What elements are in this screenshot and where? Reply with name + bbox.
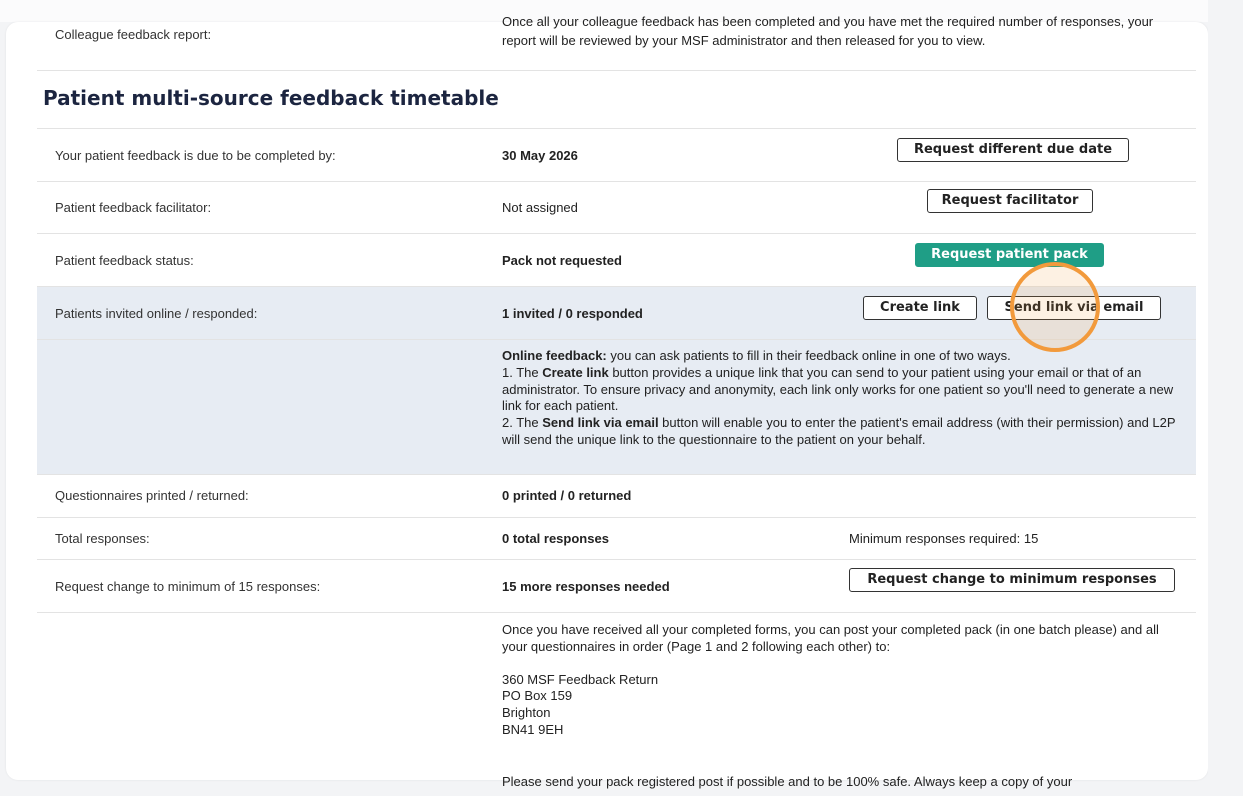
request-different-due-date-button[interactable]: Request different due date (897, 138, 1129, 162)
facilitator-row (37, 181, 1196, 234)
change-minimum-label: Request change to minimum of 15 responses: (55, 579, 321, 594)
online-help-row (37, 340, 1196, 475)
facilitator-value: Not assigned (502, 200, 578, 215)
total-value: 0 total responses (502, 531, 609, 546)
total-row (37, 518, 1196, 560)
post-address-line-1: 360 MSF Feedback Return (502, 671, 659, 687)
invited-value: 1 invited / 0 responded (502, 306, 643, 321)
printed-row (37, 475, 1196, 518)
request-facilitator-button[interactable]: Request facilitator (927, 189, 1093, 213)
section-title: Patient multi-source feedback timetable (43, 86, 499, 110)
printed-value: 0 printed / 0 returned (502, 488, 632, 503)
post-info-text: Once you have received all your completed forms, you can post your completed pack (in one batch please) and all your questionnaires in order (Page 1 and 2 following each other) to: (502, 622, 1159, 654)
post-info (502, 622, 1187, 739)
right-gutter (1208, 0, 1243, 796)
send-link-via-email-button[interactable]: Send link via email (987, 296, 1161, 320)
online-help-text (502, 348, 1187, 449)
invited-label: Patients invited online / responded: (55, 306, 258, 321)
invited-row (37, 287, 1196, 340)
total-label: Total responses: (55, 531, 150, 546)
due-date-label: Your patient feedback is due to be completed by: (55, 148, 336, 163)
due-date-row (37, 128, 1196, 182)
request-patient-pack-button[interactable]: Request patient pack (915, 243, 1104, 267)
online-help-item-2: 2. The Send link via email button will enable you to enter the patient's email address (with their permission) and L2P will send the unique link to the questionnaire to the patient on your behalf. (502, 415, 1176, 447)
colleague-report-label: Colleague feedback report: (55, 27, 212, 42)
request-change-minimum-button[interactable]: Request change to minimum responses (849, 568, 1175, 592)
status-value: Pack not requested (502, 253, 622, 268)
change-minimum-row (37, 560, 1196, 613)
due-date-value: 30 May 2026 (502, 148, 578, 163)
facilitator-label: Patient feedback facilitator: (55, 200, 212, 215)
minimum-responses-text: Minimum responses required: 15 (849, 531, 1039, 546)
post-address-line-4: BN41 9EH (502, 721, 564, 737)
colleague-report-text-line2: report will be reviewed by your MSF administrator and then released for you to view. (502, 33, 986, 48)
change-minimum-value: 15 more responses needed (502, 579, 670, 594)
post-address-line-3: Brighton (502, 705, 551, 721)
feedback-card (6, 14, 1208, 789)
post-address-line-2: PO Box 159 (502, 688, 573, 704)
create-link-button[interactable]: Create link (863, 296, 977, 320)
status-label: Patient feedback status: (55, 253, 194, 268)
online-help-item-1: 1. The Create link button provides a unique link that you can send to your patient using your email or that of an administrator. To ensure privacy and anonymity, each link only works for one patient so you'll need to generate a new link for each patient. (502, 364, 1174, 414)
printed-label: Questionnaires printed / returned: (55, 488, 249, 503)
colleague-report-text-line1: Once all your colleague feedback has been completed and you have met the required number of responses, your (502, 14, 1154, 29)
status-row (37, 234, 1196, 287)
online-help-intro: Online feedback: you can ask patients to fill in their feedback online in one of two ways. (502, 348, 1011, 363)
colleague-report-row (37, 0, 1196, 71)
post-note: Please send your pack registered post if possible and to be 100% safe. Always keep a copy of your (502, 774, 1073, 789)
